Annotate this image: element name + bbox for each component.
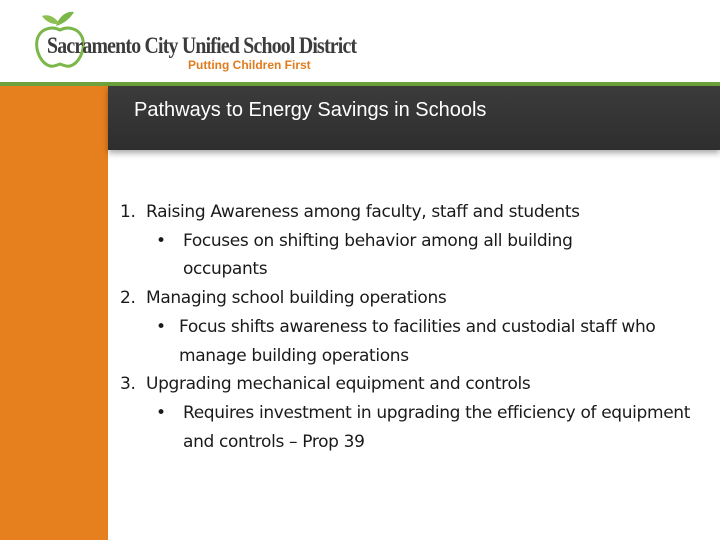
orange-side-bar [0, 86, 108, 540]
list-number: 1. [120, 202, 136, 222]
bullet-icon: • [156, 230, 166, 251]
sub-bullet-text: Focus shifts awareness to facilities and custodial staff who manage building operations [179, 316, 656, 366]
list-item [120, 198, 712, 227]
sub-bullet-text: Requires investment in upgrading the efficiency of equipment and controls – Prop 39 [183, 402, 691, 452]
sub-bullet [156, 313, 712, 370]
list-text: Raising Awareness among faculty, staff and students [146, 202, 580, 222]
title-band [108, 86, 720, 150]
slide-title: Pathways to Energy Savings in Schools [134, 99, 487, 121]
bullet-icon: • [156, 316, 166, 337]
district-logo [30, 8, 357, 74]
list-number: 3. [120, 374, 136, 395]
list-item [120, 370, 712, 399]
list-text: Managing school building operations [146, 288, 447, 309]
district-name: Sacramento City Unified School District [47, 33, 357, 58]
sub-bullet [156, 227, 712, 284]
list-text: Upgrading mechanical equipment and controls [146, 374, 531, 395]
district-tagline: Putting Children First [188, 58, 311, 72]
header [0, 0, 720, 82]
slide-content [120, 198, 712, 456]
sub-bullet [156, 399, 712, 456]
list-item [120, 284, 712, 313]
list-number: 2. [120, 288, 136, 309]
sub-bullet-text: Focuses on shifting behavior among all building occupants [183, 230, 573, 280]
bullet-icon: • [156, 402, 166, 423]
